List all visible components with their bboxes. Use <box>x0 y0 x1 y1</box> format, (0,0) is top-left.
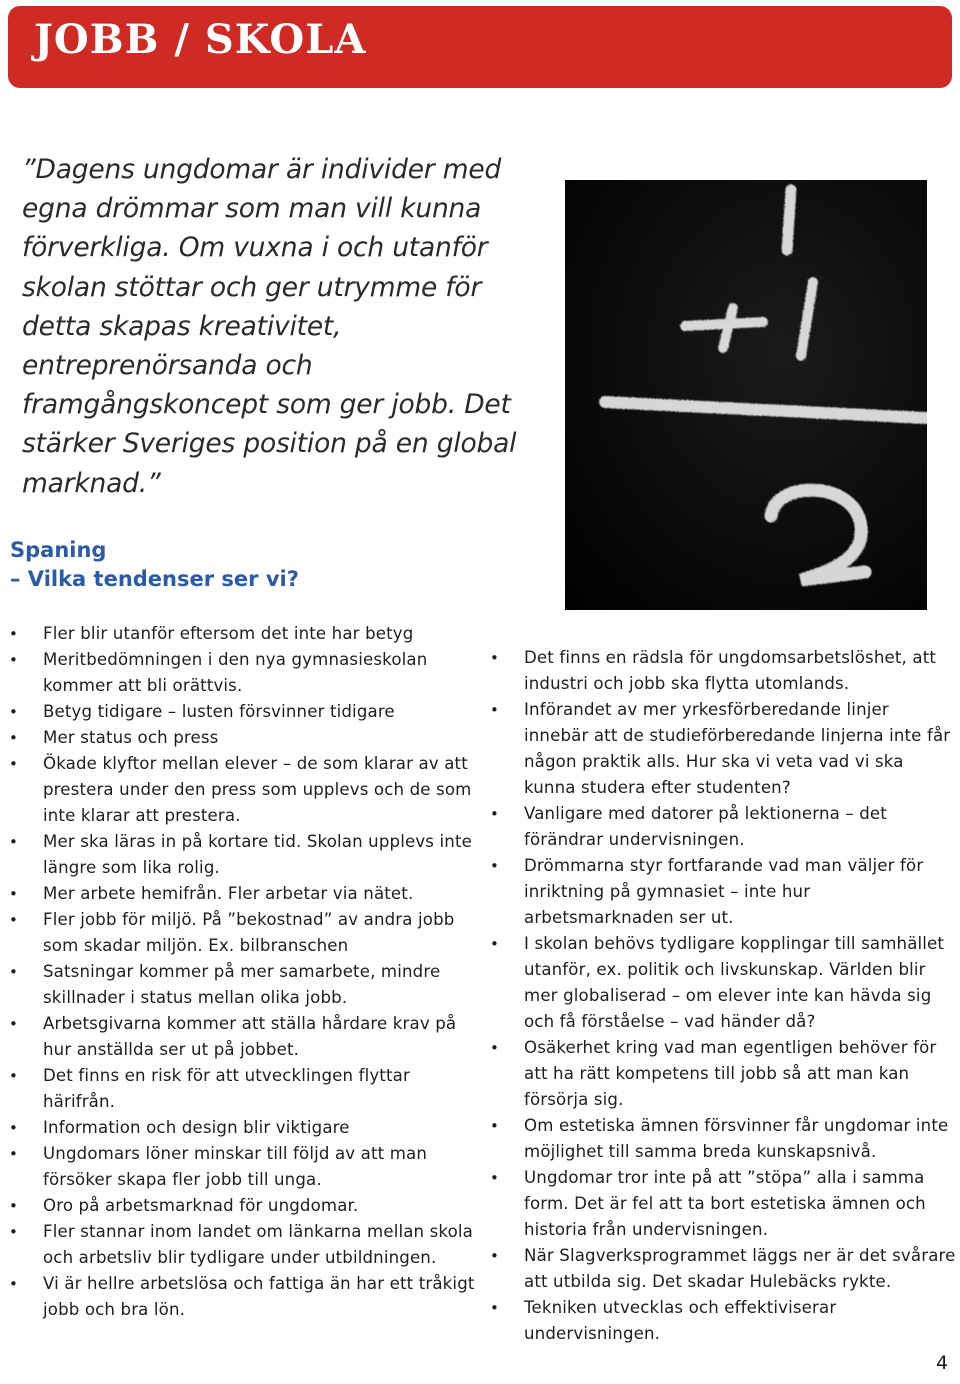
chalkboard-photo <box>565 180 927 610</box>
page-number: 4 <box>936 1352 949 1374</box>
list-item: • Fler blir utanför eftersom det inte har betyg <box>9 621 479 647</box>
list-item: • Information och design blir viktigare <box>9 1115 479 1141</box>
list-item: • Införandet av mer yrkesförberedande linjer innebär att de studieförberedande linjerna inte får någon praktik alls. Hur ska vi veta vad vi ska kunna studera efter studenten? <box>490 697 958 801</box>
list-item: • När Slagverksprogrammet läggs ner är det svårare att utbilda sig. Det skadar Hulebäcks rykte. <box>490 1243 958 1295</box>
list-item: • Mer arbete hemifrån. Fler arbetar via nätet. <box>9 881 479 907</box>
list-item: • Betyg tidigare – lusten försvinner tidigare <box>9 699 479 725</box>
list-item: • Det finns en rädsla för ungdomsarbetslöshet, att industri och jobb ska flytta utomlands. <box>490 645 958 697</box>
list-item: • Arbetsgivarna kommer att ställa hårdare krav på hur anställda ser ut på jobbet. <box>9 1011 479 1063</box>
right-bullet-list <box>490 645 958 1347</box>
section-title-line2: – Vilka tendenser ser vi? <box>10 567 299 591</box>
list-item: • Tekniken utvecklas och effektiviserar undervisningen. <box>490 1295 958 1347</box>
list-item: • I skolan behövs tydligare kopplingar till samhället utanför, ex. politik och livskunskap. Världen blir mer globaliserad – om elever inte kan hävda sig och få förståelse – vad händer då? <box>490 931 958 1035</box>
list-item: • Det finns en risk för att utvecklingen flyttar härifrån. <box>9 1063 479 1115</box>
left-bullet-list <box>9 621 479 1323</box>
list-item: • Meritbedömningen i den nya gymnasieskolan kommer att bli orättvis. <box>9 647 479 699</box>
list-item: • Vanligare med datorer på lektionerna – det förändrar undervisningen. <box>490 801 958 853</box>
header-bar <box>8 6 952 88</box>
section-heading <box>10 536 299 594</box>
list-item: • Ungdomars löner minskar till följd av att man försöker skapa fler jobb till unga. <box>9 1141 479 1193</box>
section-title-line1: Spaning <box>10 538 107 562</box>
list-item: • Fler jobb för miljö. På ”bekostnad” av andra jobb som skadar miljön. Ex. bilbranschen <box>9 907 479 959</box>
list-item: • Mer ska läras in på kortare tid. Skolan upplevs inte längre som lika rolig. <box>9 829 479 881</box>
list-item: • Om estetiska ämnen försvinner får ungdomar inte möjlighet till samma breda kunskapsnivå. <box>490 1113 958 1165</box>
list-item: • Satsningar kommer på mer samarbete, mindre skillnader i status mellan olika jobb. <box>9 959 479 1011</box>
list-item: • Ökade klyftor mellan elever – de som klarar av att prestera under den press som upplevs och de som inte klarar att prestera. <box>9 751 479 829</box>
list-item: • Ungdomar tror inte på att ”stöpa” alla i samma form. Det är fel att ta bort estetiska ämnen och historia från undervisningen. <box>490 1165 958 1243</box>
list-item: • Fler stannar inom landet om länkarna mellan skola och arbetsliv blir tydligare under utbildningen. <box>9 1219 479 1271</box>
pull-quote: ”Dagens ungdomar är individer med egna drömmar som man vill kunna förverkliga. Om vuxna i och utanför skolan stöttar och ger utrymme för detta skapas kreativitet, entreprenörsanda och framgångskoncept som ger jobb. Det stärker Sveriges position på en global marknad.” <box>22 154 517 499</box>
list-item: • Drömmarna styr fortfarande vad man väljer för inriktning på gymnasiet – inte hur arbetsmarknaden ser ut. <box>490 853 958 931</box>
list-item: • Mer status och press <box>9 725 479 751</box>
list-item: • Vi är hellre arbetslösa och fattiga än har ett tråkigt jobb och bra lön. <box>9 1271 479 1323</box>
page-title: JOBB / SKOLA <box>34 16 367 63</box>
chalk-math-image <box>565 180 927 610</box>
list-item: • Osäkerhet kring vad man egentligen behöver för att ha rätt kompetens till jobb så att man kan försörja sig. <box>490 1035 958 1113</box>
list-item: • Oro på arbetsmarknad för ungdomar. <box>9 1193 479 1219</box>
